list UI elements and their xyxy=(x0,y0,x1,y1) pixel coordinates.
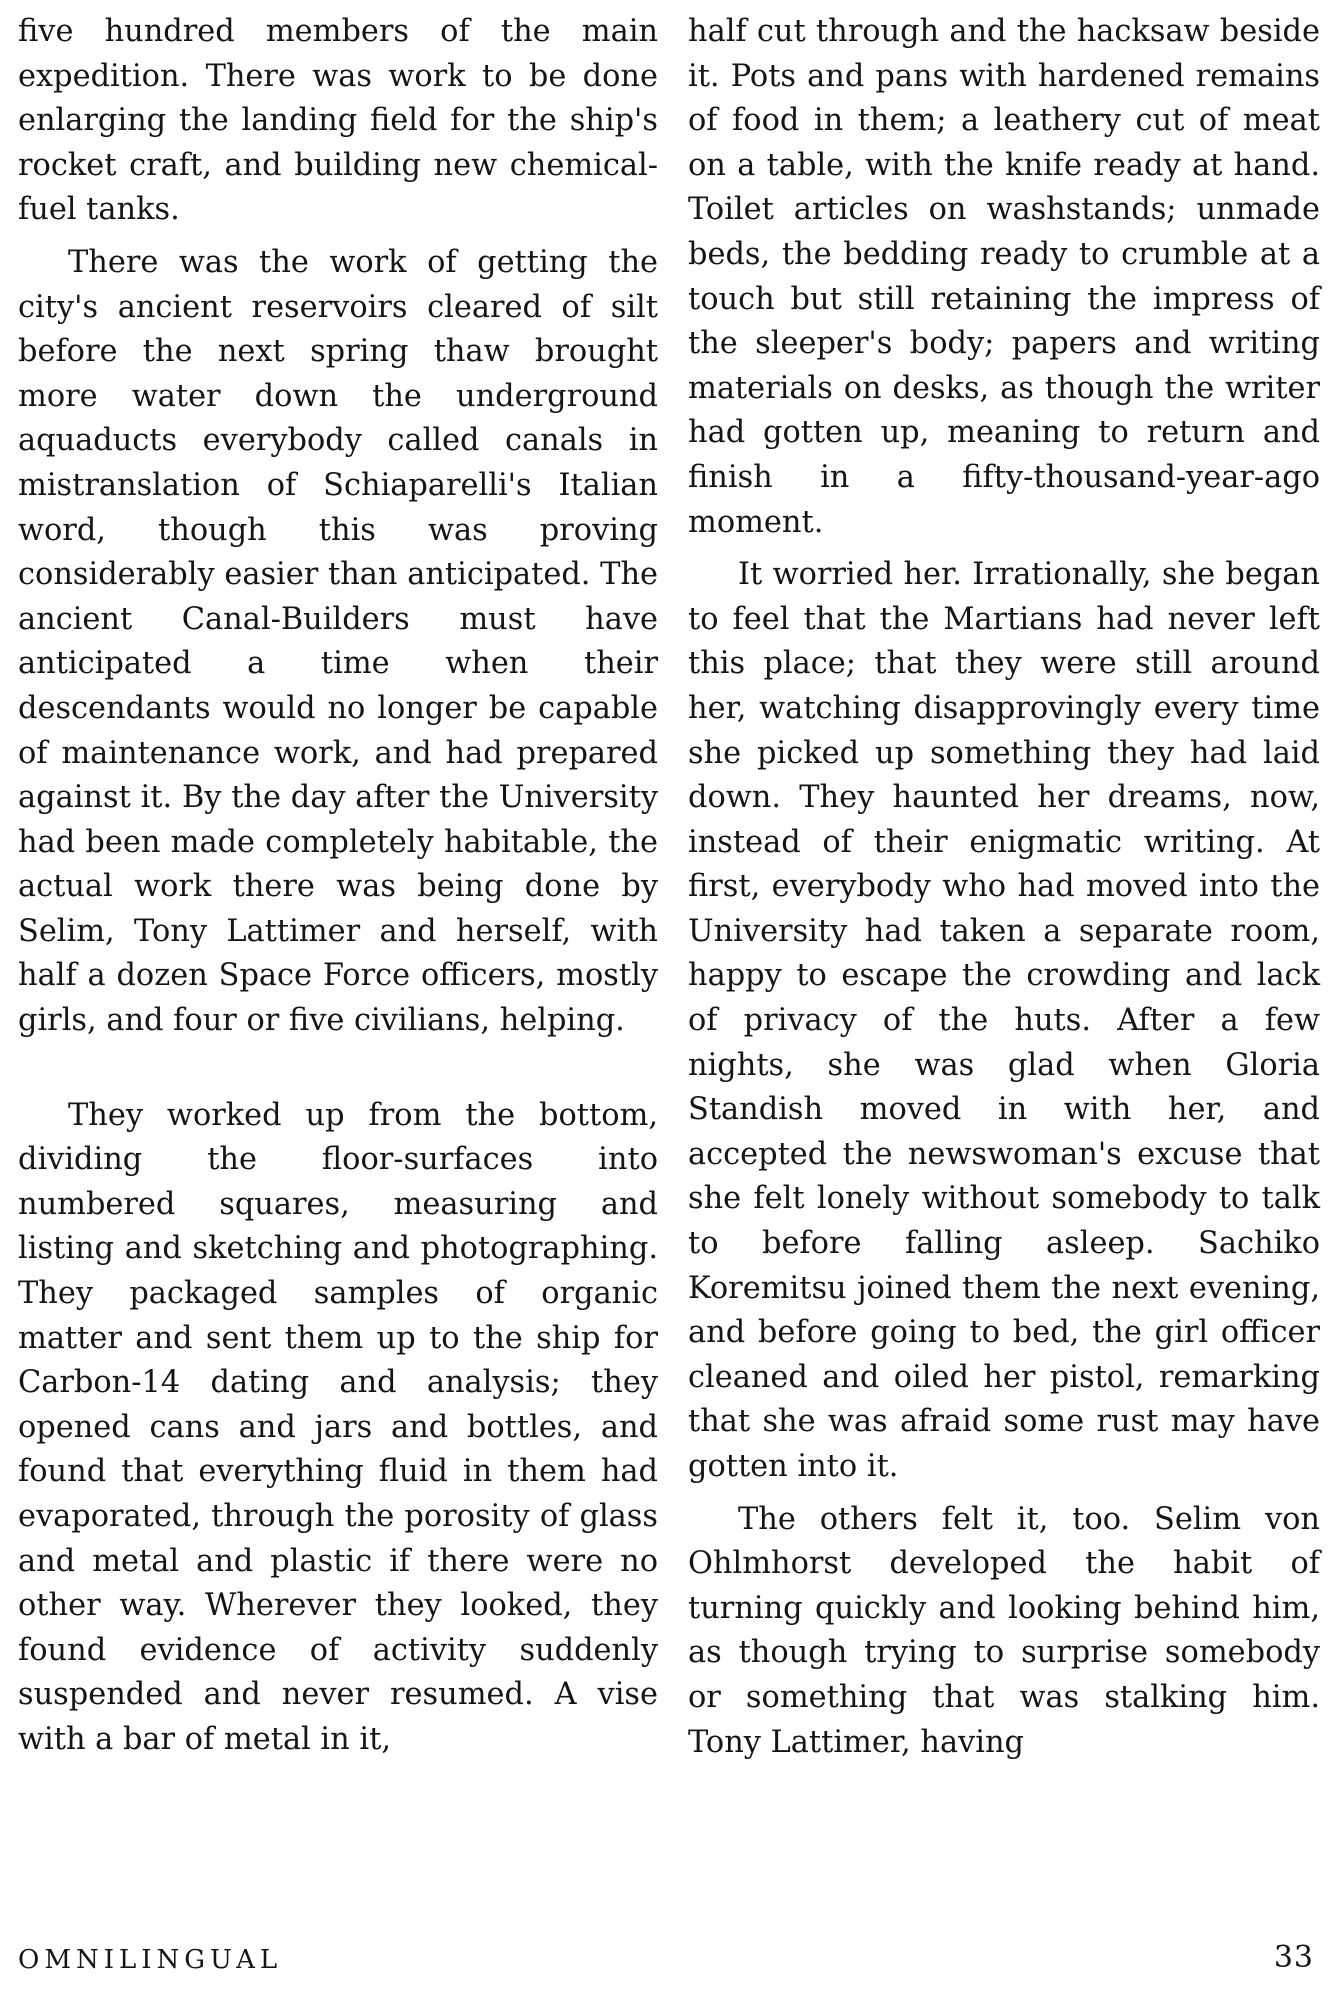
paragraph: There was the work of getting the city's ancient reservoirs cleared of silt before the next spring thaw brought more water down the underground aquaducts everybody called canals in mistranslation of Schiaparelli's Italian word, though this was proving considerably easier than anticipated. The ancient Canal-Builders must have anticipated a time when their descendants would no longer be capable of maintenance work, and had prepared against it. By the day after the University had been made completely habitable, the actual work there was being done by Selim, Tony Lattimer and herself, with half a dozen Space Force officers, mostly girls, and four or five civilians, helping. xyxy=(18,244,658,1039)
running-title: OMNILINGUAL xyxy=(18,1945,283,1975)
paragraph: They worked up from the bottom, dividing the floor-surfaces into numbered squares, measuring and listing and sketching and photographing. They packaged samples of organic matter and sent them up to the ship for Carbon-14 dating and analysis; they opened cans and jars and bottles, and found that everything fluid in them had evaporated, through the porosity of glass and metal and plastic if there were no other way. Wherever they looked, they found evidence of activity suddenly suspended and never resumed. A vise with a bar of metal in it, xyxy=(18,1097,658,1757)
paragraph: half cut through and the hacksaw beside it. Pots and pans with hardened remains of food in them; a leathery cut of meat on a table, with the knife ready at hand. Toilet articles on washstands; unmade beds, the bedding ready to crumble at a touch but still retaining the impress of the sleeper's body; papers and writing materials on desks, as though the writer had gotten up, meaning to return and finish in a fifty-thousand-year-ago moment. xyxy=(688,14,1320,540)
paragraph: It worried her. Irrationally, she began to feel that the Martians had never left this place; that they were still around her, watching disapprovingly every time she picked up something they had laid down. They haunted her dreams, now, instead of their enigmatic writing. At first, everybody who had moved into the University had taken a separate room, happy to escape the crowding and lack of privacy of the huts. After a few nights, she was glad when Gloria Standish moved in with her, and accepted the newswoman's excuse that she felt lonely without somebody to talk to before falling asleep. Sachiko Koremitsu joined them the next evening, and before going to bed, the girl officer cleaned and oiled her pistol, remarking that she was afraid some rust may have gotten into it. xyxy=(688,557,1320,1484)
left-text-column xyxy=(18,10,658,1763)
page-number: 33 xyxy=(1273,1940,1314,1975)
paragraph: five hundred members of the main expedition. There was work to be done enlarging the landing field for the ship's rocket craft, and building new chemical-fuel tanks. xyxy=(18,14,658,228)
paragraph: The others felt it, too. Selim von Ohlmhorst developed the habit of turning quickly and looking behind him, as though trying to surprise somebody or something that was stalking him. Tony Lattimer, having xyxy=(688,1501,1320,1760)
right-text-column xyxy=(688,10,1320,1765)
